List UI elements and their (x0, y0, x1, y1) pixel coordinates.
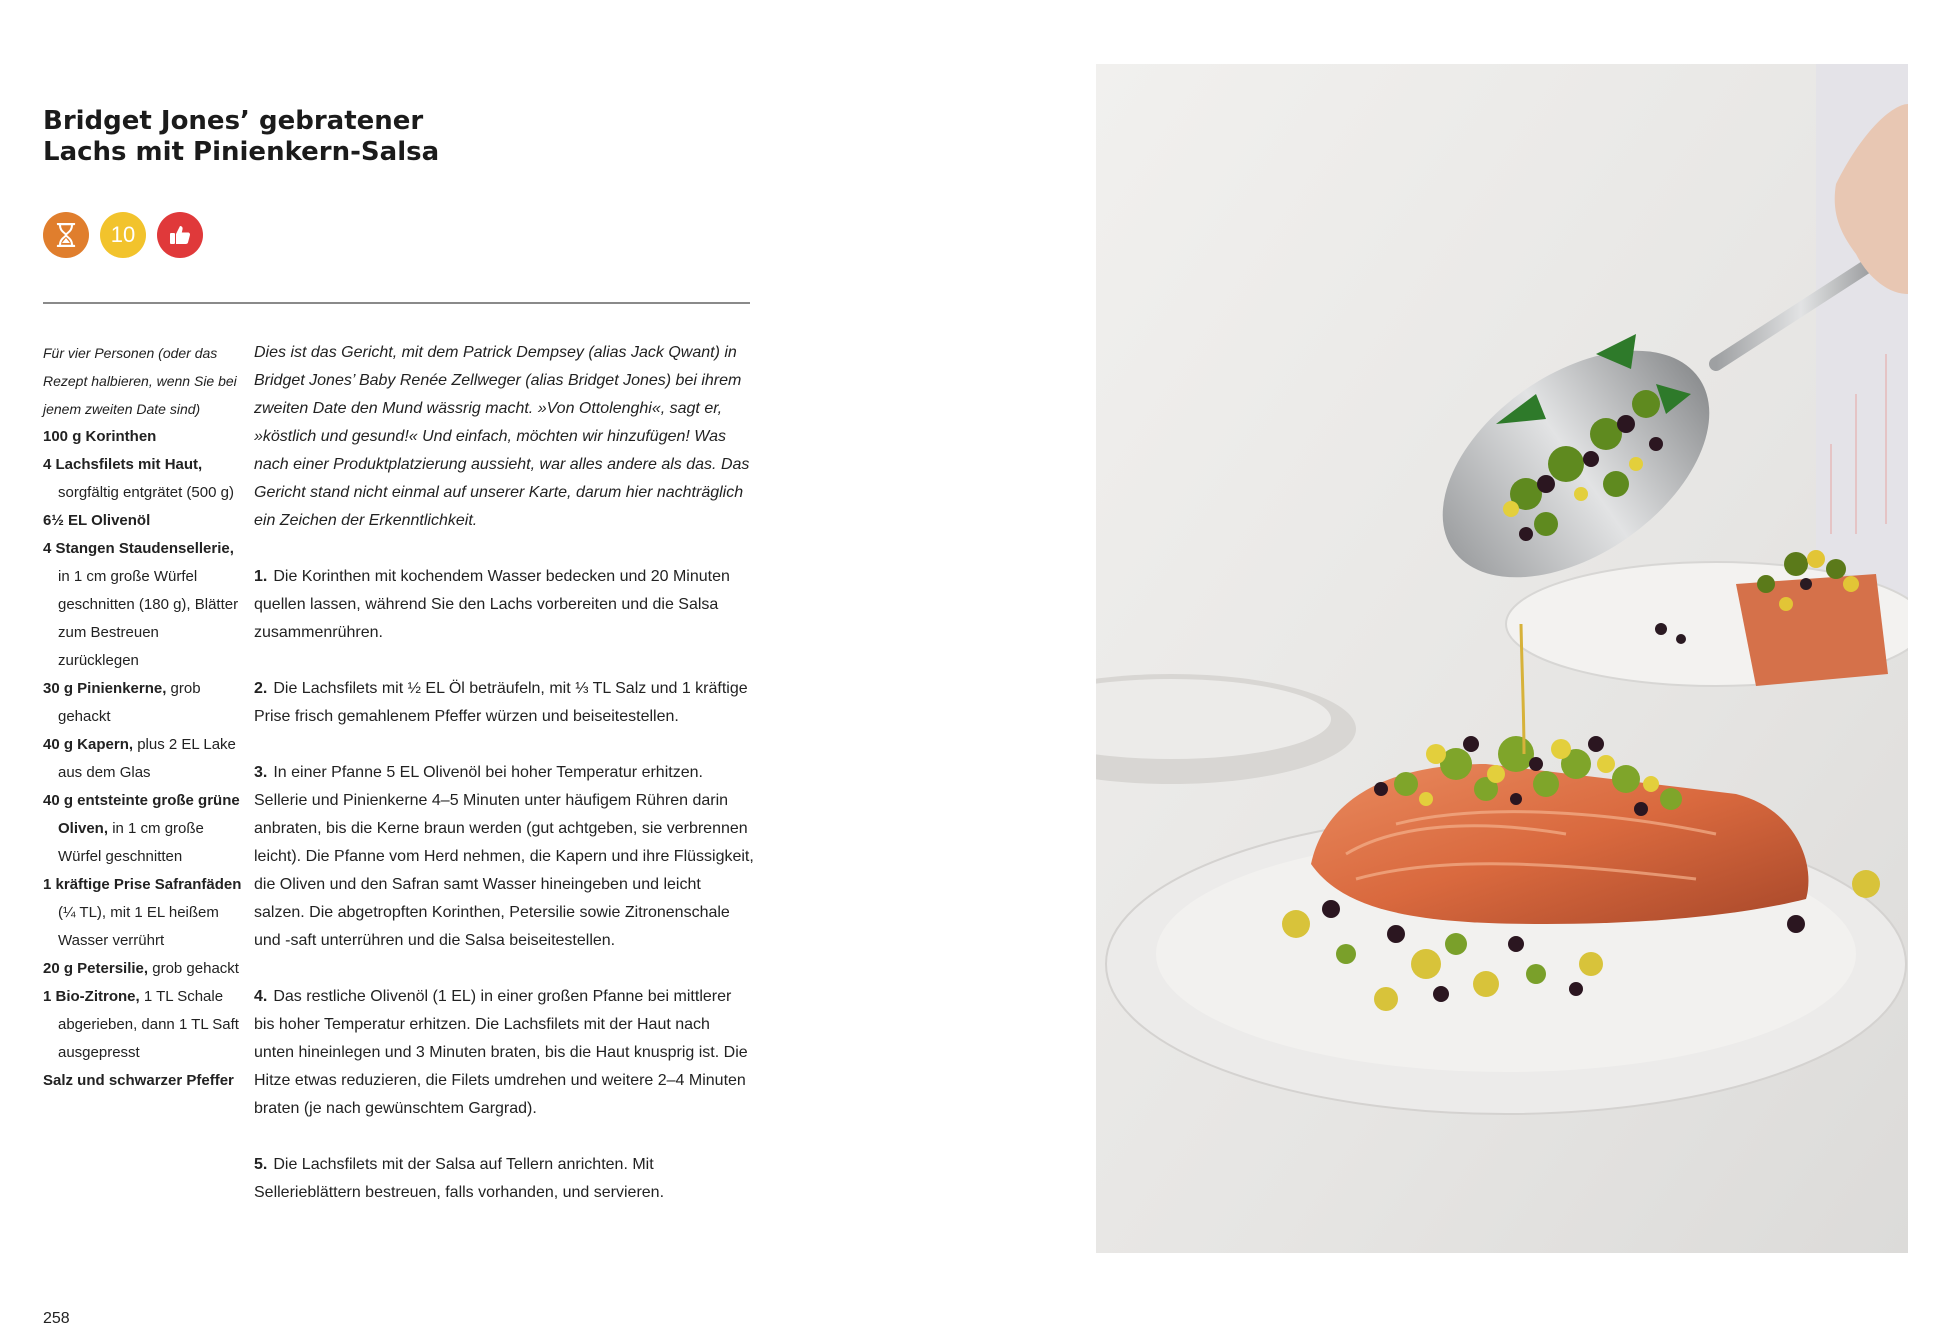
ingredient-item (43, 535, 243, 675)
ingredient-name: Salz und schwarzer Pfeffer (43, 1072, 234, 1089)
method-step (254, 1151, 754, 1207)
recipe-title-line-2: Lachs mit Pinienkern-Salsa (43, 137, 440, 167)
serving-note: Für vier Personen (oder das Rezept halbieren, wenn Sie bei jenem zweiten Date sind) (43, 345, 237, 417)
dish-photo (1096, 64, 1908, 1253)
recipe-badges (43, 212, 203, 258)
ingredient-item (43, 983, 243, 1067)
ingredient-name: 40 g entsteinte große grüne Oliven, (43, 792, 240, 837)
recipe-title (43, 106, 683, 168)
ingredient-item (43, 731, 243, 787)
ingredient-item (43, 871, 243, 955)
thumbs-up-icon (157, 212, 203, 258)
ingredient-detail: (¼ TL), mit 1 EL heißem Wasser verrührt (58, 904, 219, 949)
method-step (254, 759, 754, 955)
step-number: 3. (254, 764, 268, 781)
hourglass-icon (43, 212, 89, 258)
ingredient-name: 40 g Kapern, (43, 736, 134, 753)
ingredient-detail: plus 2 EL Lake aus dem Glas (58, 736, 236, 781)
ingredient-detail: grob gehackt (58, 680, 201, 725)
method-step (254, 983, 754, 1123)
ingredient-item (43, 787, 243, 871)
method-step (254, 563, 754, 647)
ingredient-list (43, 339, 243, 1095)
section-divider (43, 302, 750, 304)
step-text: Das restliche Olivenöl (1 EL) in einer großen Pfanne bei mittlerer bis hoher Temperatur erhitzen. Die Lachsfilets mit der Haut nach unten hineinlegen und 3 Minuten braten, bis die Haut knusprig ist. Die Hitze etwas reduzieren, die Filets umdrehen und weitere 2–4 Minuten braten (je nach gewünschtem Gargrad). (254, 988, 748, 1117)
step-number: 5. (254, 1156, 268, 1173)
step-text: In einer Pfanne 5 EL Olivenöl bei hoher Temperatur erhitzen. Sellerie und Pinienkerne 4–5 Minuten unter häufigem Rühren darin anbraten, bis die Kerne braun werden (gut achtgeben, sie verbrennen leicht). Die Pfanne vom Herd nehmen, die Kapern und ihre Flüssigkeit, die Oliven und den Safran samt Wasser hineingeben und leicht salzen. Die abgetropften Korinthen, Petersilie sowie Zitronenschale und -saft unterrühren und die Salsa beiseitestellen. (254, 764, 754, 949)
step-text: Die Lachsfilets mit der Salsa auf Tellern anrichten. Mit Sellerieblättern bestreuen, falls vorhanden, und servieren. (254, 1156, 665, 1201)
method-column (254, 339, 754, 1207)
ingredient-name: 6½ EL Olivenöl (43, 512, 151, 529)
ingredient-name: 100 g Korinthen (43, 428, 157, 445)
ingredient-item (43, 675, 243, 731)
ingredient-detail: 1 TL Schale abgerieben, dann 1 TL Saft ausgepresst (58, 988, 239, 1061)
ingredient-item (43, 955, 243, 983)
method-step (254, 675, 754, 731)
ingredient-name: 30 g Pinienkerne, (43, 680, 167, 697)
step-text: Die Korinthen mit kochendem Wasser bedecken und 20 Minuten quellen lassen, während Sie den Lachs vorbereiten und die Salsa zusammenrühren. (254, 568, 730, 641)
ingredient-name: 4 Lachsfilets mit Haut, (43, 456, 203, 473)
difficulty-badge: 10 (100, 212, 146, 258)
ingredient-name: 1 Bio-Zitrone, (43, 988, 140, 1005)
ingredient-detail: in 1 cm große Würfel geschnitten (180 g), Blätter zum Bestreuen zurücklegen (58, 568, 239, 669)
ingredient-detail: in 1 cm große Würfel geschnitten (58, 820, 204, 865)
step-number: 4. (254, 988, 268, 1005)
step-text: Die Lachsfilets mit ½ EL Öl beträufeln, mit ⅓ TL Salz und 1 kräftige Prise frisch gemahlenem Pfeffer würzen und beiseitestellen. (254, 680, 748, 725)
recipe-title-line-1: Bridget Jones’ gebratener (43, 106, 424, 136)
ingredient-item (43, 507, 243, 535)
ingredient-detail: sorgfältig entgrätet (500 g) (58, 484, 234, 501)
recipe-intro: Dies ist das Gericht, mit dem Patrick Dempsey (alias Jack Qwant) in Bridget Jones’ Baby Renée Zellweger (alias Bridget Jones) bei ihrem zweiten Date den Mund wässrig macht. »Von Ottolenghi«, sagt er, »köstlich und gesund!« Und einfach, möchten wir hinzufügen! Was nach einer Produktplatzierung aussieht, war alles andere als das. Das Gericht stand nicht einmal auf unserer Karte, darum hier nachträglich ein Zeichen der Erkenntlichkeit. (254, 344, 750, 529)
ingredient-name: 4 Stangen Staudensellerie, (43, 540, 234, 557)
ingredient-item (43, 1067, 243, 1095)
ingredient-item (43, 423, 243, 451)
step-number: 1. (254, 568, 268, 585)
ingredient-name: 1 kräftige Prise Safranfäden (43, 876, 242, 893)
ingredient-detail: grob gehackt (148, 960, 239, 977)
ingredient-item (43, 451, 243, 507)
ingredient-name: 20 g Petersilie, (43, 960, 149, 977)
page-number: 258 (43, 1310, 70, 1327)
step-number: 2. (254, 680, 268, 697)
